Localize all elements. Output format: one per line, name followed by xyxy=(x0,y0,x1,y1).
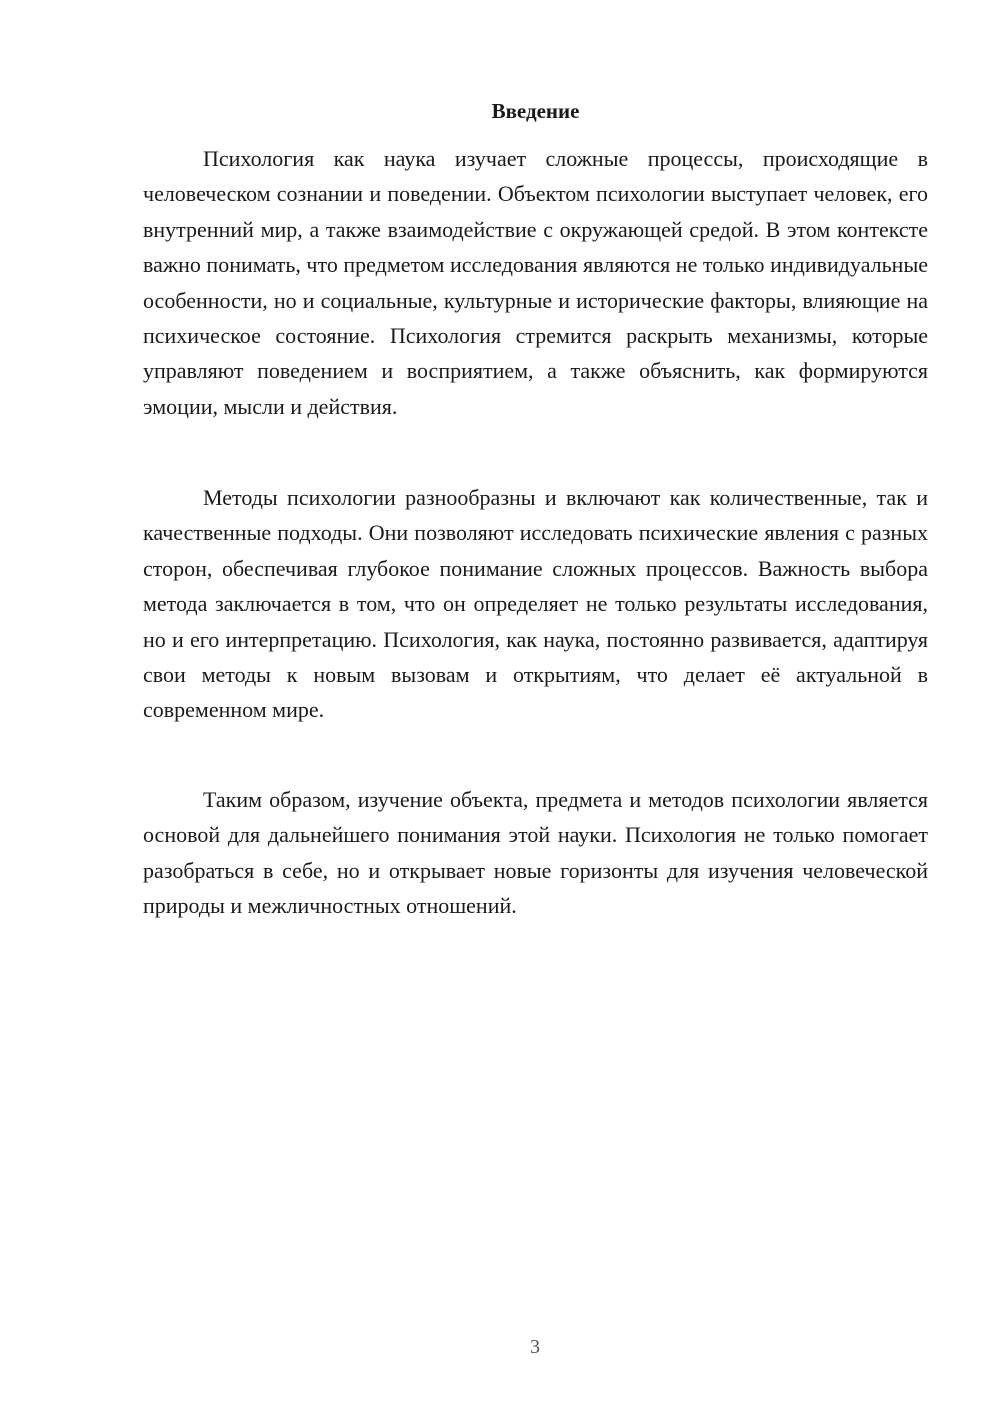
paragraph-2: Методы психологии разнообразны и включают как количественные, так и качественные подходы. Они позволяют исследовать психические явления с разных сторон, обеспечивая глубокое понимание сложных процессов. Важность выбора метода заключается в том, что он определяет не только результаты исследования, но и его интерпретацию. Психология, как наука, постоянно развивается, адаптируя свои методы к новым вызовам и открытиям, что делает её актуальной в современном мире. xyxy=(143,485,928,723)
page-title: Введение xyxy=(491,99,580,123)
paragraph-1: Психология как наука изучает сложные процессы, происходящие в человеческом сознании и поведении. Объектом психологии выступает человек, его внутренний мир, а также взаимодействие с окружающей средой. В этом контексте важно понимать, что предметом исследования являются не только индивидуальные особенности, но и социальные, культурные и исторические факторы, влияющие на психическое состояние. Психология стремится раскрыть механизмы, которые управляют поведением и восприятием, а также объяснить, как формируются эмоции, мысли и действия. xyxy=(143,146,928,419)
paragraph-3: Таким образом, изучение объекта, предмета и методов психологии является основой для дальнейшего понимания этой науки. Психология не только помогает разобраться в себе, но и открывает новые горизонты для изучения человеческой природы и межличностных отношений. xyxy=(143,787,928,919)
page-number: 3 xyxy=(530,1336,540,1358)
